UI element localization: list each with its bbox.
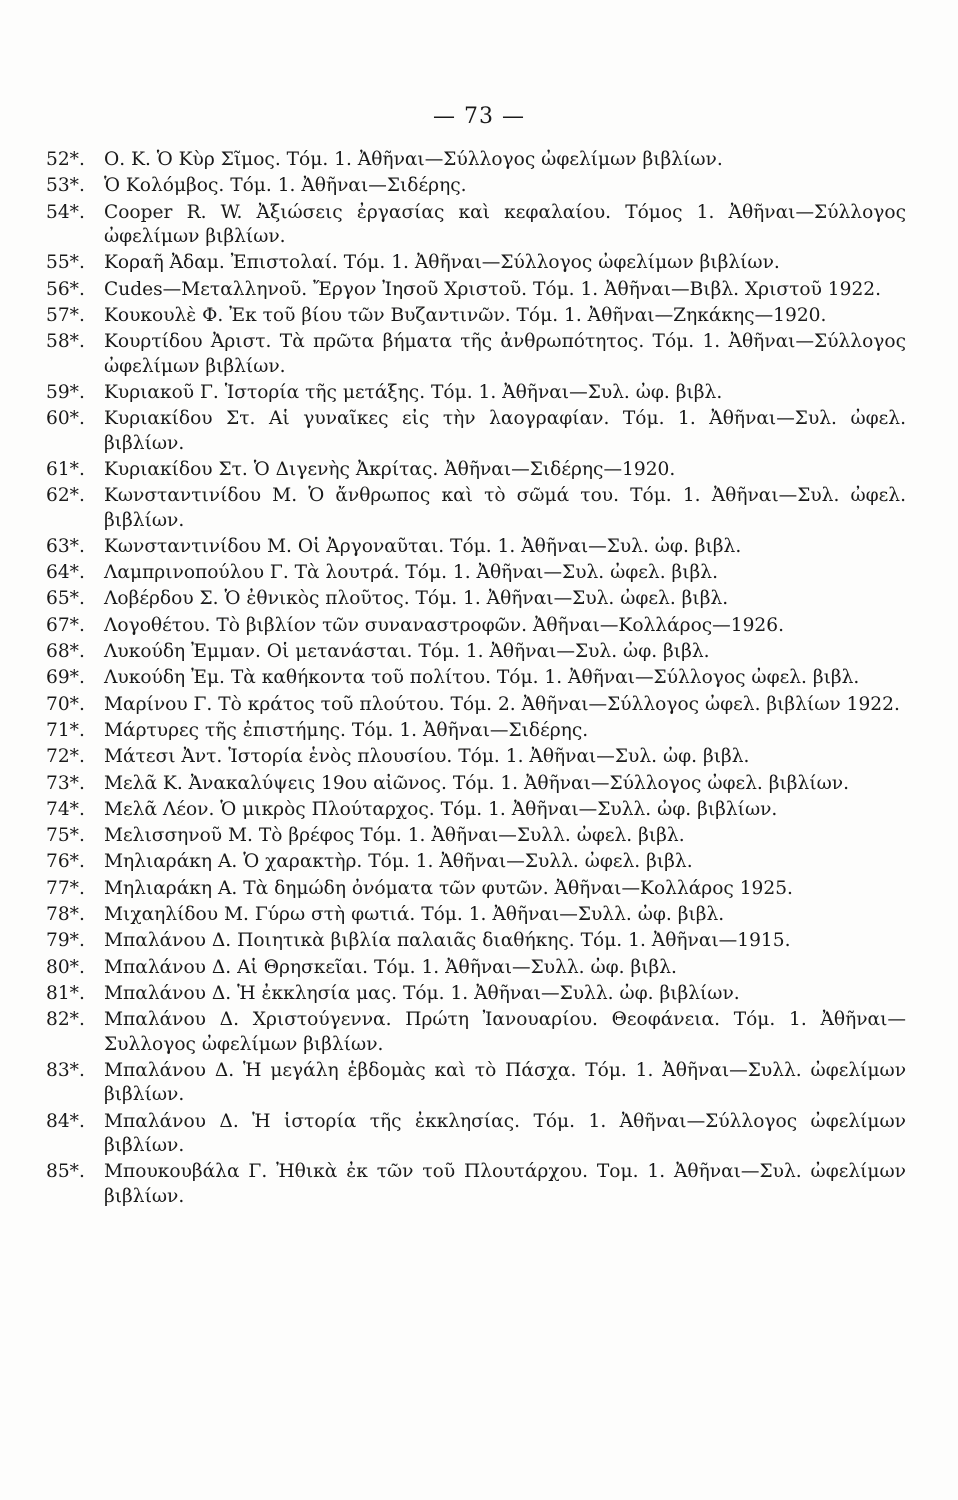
entry-text: Μαρίνου Γ. Τὸ κράτος τοῦ πλούτου. Τόμ. 2. Ἀθῆναι—Σύλλογος ὠφελ. βιβλίων 1922. [104, 693, 900, 715]
entry-text: Μπουκουβάλα Γ. Ἠθικὰ ἐκ τῶν τοῦ Πλουτάρχου. Τομ. 1. Ἀθῆναι—Συλ. ὠφελίμων βιβλίων. [104, 1161, 906, 1207]
entry-text: Κωνσταντινίδου Μ. Ὁ ἄνθρωπος καὶ τὸ σῶμά του. Τόμ. 1. Ἀθῆναι—Συλ. ὠφελ. βιβλίων. [104, 485, 906, 531]
entry-text: Λυκούδη Ἐμμαν. Οἱ μετανάσται. Τόμ. 1. Ἀθῆναι—Συλ. ὠφ. βιβλ. [104, 641, 710, 663]
bibliography-entry [46, 719, 906, 743]
entry-number: 85*. [46, 1161, 85, 1183]
entry-text: Μελᾶ Λέον. Ὁ μικρὸς Πλούταρχος. Τόμ. 1. Ἀθῆναι—Συλλ. ὠφ. βιβλίων. [104, 798, 778, 820]
entry-text: Μπαλάνου Δ. Ἡ μεγάλη ἑβδομὰς καὶ τὸ Πάσχα. Τόμ. 1. Ἀθῆναι—Συλλ. ὠφελίμων βιβλίων. [104, 1059, 906, 1106]
bibliography-entry [46, 1160, 906, 1209]
entry-number: 78*. [46, 904, 85, 926]
entry-text: Μηλιαράκη Α. Τὰ δημώδη ὀνόματα τῶν φυτῶν. Ἀθῆναι—Κολλάρος 1925. [104, 877, 793, 899]
entry-number: 84*. [46, 1110, 85, 1132]
entry-number: 83*. [46, 1059, 85, 1081]
bibliography-entry [46, 693, 906, 717]
bibliography-entry [46, 666, 906, 690]
entry-number: 62*. [46, 485, 85, 507]
entry-number: 57*. [46, 304, 85, 326]
bibliography-entry [46, 484, 906, 533]
entry-number: 52*. [46, 149, 85, 170]
bibliography-entry [46, 877, 906, 901]
bibliography-entry [46, 407, 906, 456]
entry-text: Μπαλάνου Δ. Χριστούγεννα. Πρώτη Ἰανουαρίου. Θεοφάνεια. Τόμ. 1. Ἀθῆναι—Συλλογος ὠφελίμων βιβλίων. [104, 1009, 906, 1055]
bibliography-entry [46, 278, 906, 302]
entry-text: Κωνσταντινίδου Μ. Οἱ Ἀργοναῦται. Τόμ. 1. Ἀθῆναι—Συλ. ὠφ. βιβλ. [104, 535, 742, 557]
entry-number: 70*. [46, 693, 85, 715]
entry-text: Κουκουλὲ Φ. Ἐκ τοῦ βίου τῶν Βυζαντινῶν. Τόμ. 1. Ἀθῆναι—Ζηκάκης—1920. [104, 304, 827, 326]
entry-number: 58*. [46, 331, 85, 353]
entry-number: 74*. [46, 798, 85, 820]
bibliography-entry [46, 929, 906, 953]
entry-number: 55*. [46, 252, 85, 274]
bibliography-entry [46, 903, 906, 927]
entry-number: 56*. [46, 278, 85, 300]
entry-number: 64*. [46, 562, 85, 584]
entry-number: 54*. [46, 201, 85, 223]
entry-number: 82*. [46, 1009, 85, 1031]
entry-text: Λοβέρδου Σ. Ὁ ἐθνικὸς πλοῦτος. Τόμ. 1. Ἀθῆναι—Συλ. ὠφελ. βιβλ. [104, 588, 729, 610]
entry-number: 77*. [46, 877, 85, 899]
bibliography-entry [46, 614, 906, 638]
entry-text: Μπαλάνου Δ. Αἱ Θρησκεῖαι. Τόμ. 1. Ἀθῆναι—Συλλ. ὠφ. βιβλ. [104, 956, 677, 978]
entry-text: Μηλιαράκη Α. Ὁ χαρακτὴρ. Τόμ. 1. Ἀθῆναι—Συλλ. ὠφελ. βιβλ. [104, 851, 693, 873]
entry-text: Μελισσηνοῦ Μ. Τὸ βρέφος Τόμ. 1. Ἀθῆναι—Συλλ. ὠφελ. βιβλ. [104, 825, 685, 847]
entry-text: Λογοθέτου. Τὸ βιβλίον τῶν συναναστροφῶν. Ἀθῆναι—Κολλάρος—1926. [104, 614, 785, 636]
entry-number: 60*. [46, 408, 85, 430]
entry-number: 73*. [46, 772, 85, 794]
entry-text: Λυκούδη Ἐμ. Τὰ καθήκοντα τοῦ πολίτου. Τόμ. 1. Ἀθῆναι—Σύλλογος ὠφελ. βιβλ. [104, 667, 860, 689]
entry-text: Μπαλάνου Δ. Ποιητικὰ βιβλία παλαιᾶς διαθήκης. Τόμ. 1. Ἀθῆναι—1915. [104, 930, 791, 952]
entry-number: 63*. [46, 535, 85, 557]
entry-number: 71*. [46, 719, 85, 741]
bibliography-entry [46, 1110, 906, 1159]
bibliography-entry [46, 381, 906, 405]
entry-text: Κουρτίδου Ἀριστ. Τὰ πρῶτα βήματα τῆς ἀνθρωπότητος. Τόμ. 1. Ἀθῆναι—Σύλλογος ὠφελίμων βιβλίων. [104, 331, 906, 377]
entry-text: Κυριακίδου Στ. Αἱ γυναῖκες εἰς τὴν λαογραφίαν. Τόμ. 1. Ἀθῆναι—Συλ. ὠφελ. βιβλίων. [104, 408, 906, 454]
bibliography-entry [46, 1008, 906, 1057]
bibliography-entry [46, 850, 906, 874]
entry-text: Μελᾶ Κ. Ἀνακαλύψεις 19ου αἰῶνος. Τόμ. 1. Ἀθῆναι—Σύλλογος ὠφελ. βιβλίων. [104, 772, 849, 794]
entry-number: 61*. [46, 458, 85, 480]
bibliography-entry [46, 772, 906, 796]
entry-text: Μπαλάνου Δ. Ἡ ἱστορία τῆς ἐκκλησίας. Τόμ. 1. Ἀθῆναι—Σύλλογος ὠφελίμων βιβλίων. [104, 1110, 906, 1157]
entry-number: 79*. [46, 930, 85, 952]
bibliography-entry [46, 561, 906, 585]
entry-text: Cudes—Μεταλληνοῦ. Ἔργον Ἰησοῦ Χριστοῦ. Τόμ. 1. Ἀθῆναι—Βιβλ. Χριστοῦ 1922. [104, 278, 882, 300]
bibliography-entry [46, 174, 906, 198]
entry-number: 68*. [46, 641, 85, 663]
bibliography-entry [46, 458, 906, 482]
page-number: — 73 — [433, 104, 525, 129]
entry-text: Μάρτυρες τῆς ἐπιστήμης. Τόμ. 1. Ἀθῆναι—Σιδέρης. [104, 719, 589, 741]
bibliography-entry [46, 304, 906, 328]
entry-text: Κοραῆ Ἀδαμ. Ἐπιστολαί. Τόμ. 1. Ἀθῆναι—Σύλλογος ὠφελίμων βιβλίων. [104, 252, 780, 274]
entry-text: Κυριακοῦ Γ. Ἱστορία τῆς μετάξης. Τόμ. 1. Ἀθῆναι—Συλ. ὠφ. βιβλ. [104, 381, 723, 403]
entry-number: 69*. [46, 667, 85, 689]
bibliography-entry [46, 201, 906, 250]
bibliography-entry [46, 1059, 906, 1108]
entry-number: 80*. [46, 956, 85, 978]
bibliography-entry [46, 640, 906, 664]
entry-number: 67*. [46, 614, 85, 636]
entry-number: 81*. [46, 982, 85, 1004]
bibliography-entry [46, 251, 906, 275]
entry-text: Μάτεσι Ἀντ. Ἱστορία ἑνὸς πλουσίου. Τόμ. 1. Ἀθῆναι—Συλ. ὠφ. βιβλ. [104, 746, 750, 768]
bibliography-entry [46, 745, 906, 769]
entry-text: Ο. Κ. Ὁ Κὺρ Σῖμος. Τόμ. 1. Ἀθῆναι—Σύλλογος ὠφελίμων βιβλίων. [104, 149, 723, 170]
bibliography-entry [46, 824, 906, 848]
entry-number: 65*. [46, 588, 85, 610]
bibliography-entry [46, 982, 906, 1006]
entry-text: Λαμπρινοπούλου Γ. Τὰ λουτρά. Τόμ. 1. Ἀθῆναι—Συλ. ὠφελ. βιβλ. [104, 562, 719, 584]
bibliography-entry [46, 798, 906, 822]
entry-text: Μπαλάνου Δ. Ἡ ἐκκλησία μας. Τόμ. 1. Ἀθῆναι—Συλλ. ὠφ. βιβλίων. [104, 982, 740, 1004]
entry-text: Μιχαηλίδου Μ. Γύρω στὴ φωτιά. Τόμ. 1. Ἀθῆναι—Συλλ. ὠφ. βιβλ. [104, 904, 725, 926]
entry-text: Κυριακίδου Στ. Ὁ Διγενὴς Ἀκρίτας. Ἀθῆναι—Σιδέρης—1920. [104, 458, 676, 480]
entry-number: 59*. [46, 381, 85, 403]
entry-text: Ὁ Κολόμβος. Τόμ. 1. Ἀθῆναι—Σιδέρης. [104, 175, 467, 197]
entry-number: 75*. [46, 825, 85, 847]
bibliography-entry [46, 587, 906, 611]
bibliography-entry [46, 148, 906, 172]
bibliography-list [46, 148, 906, 1211]
entry-number: 53*. [46, 175, 85, 197]
entry-number: 72*. [46, 746, 85, 768]
bibliography-entry [46, 535, 906, 559]
bibliography-entry [46, 330, 906, 379]
entry-text: Cooper R. W. Ἀξιώσεις ἐργασίας καὶ κεφαλαίου. Τόμος 1. Ἀθῆναι—Σύλλογος ὠφελίμων βιβλίων. [104, 201, 906, 247]
bibliography-entry [46, 956, 906, 980]
entry-number: 76*. [46, 851, 85, 873]
